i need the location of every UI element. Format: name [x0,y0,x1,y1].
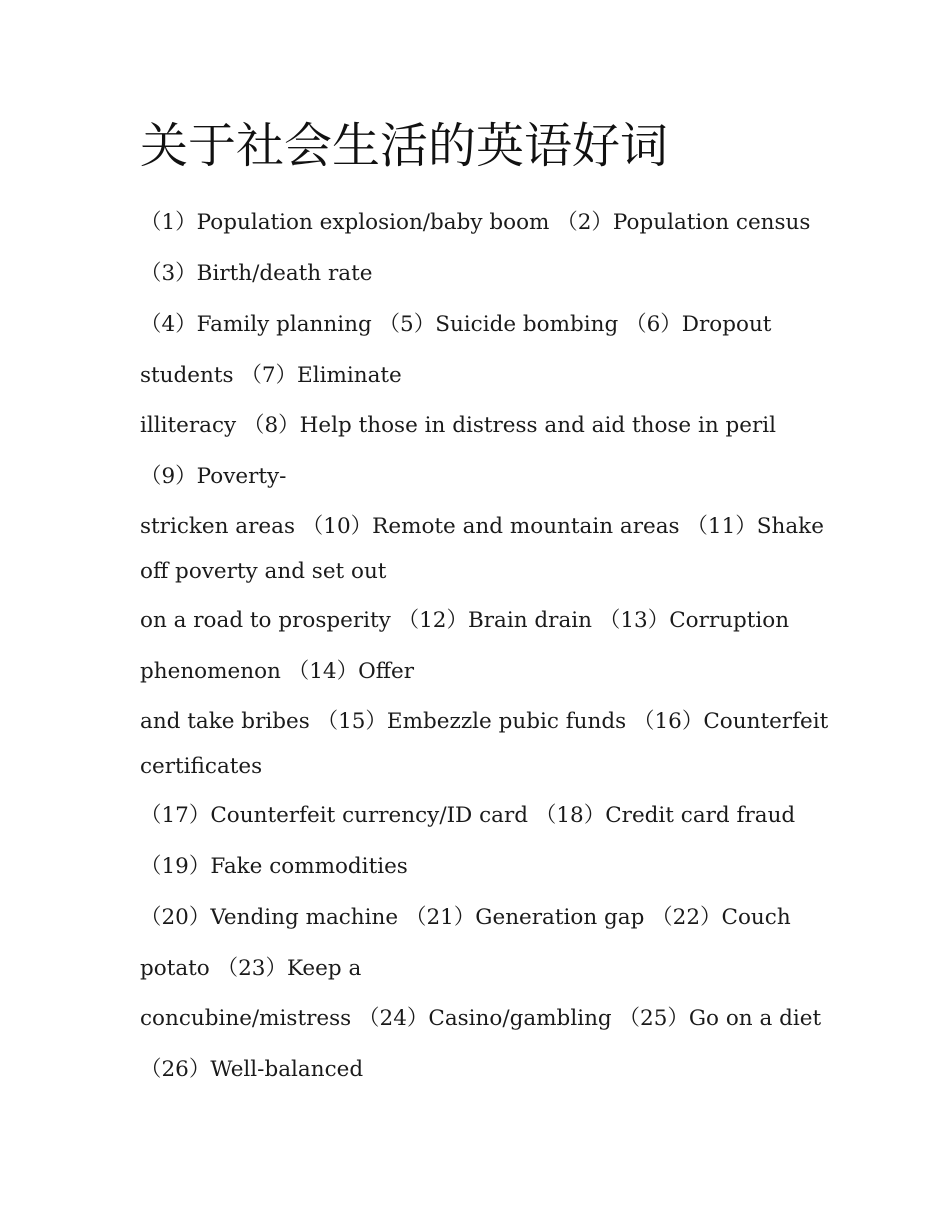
page-title: 关于社会生活的英语好词 [140,118,669,174]
text-line: illiteracy （8）Help those in distress and aid those in peril [140,413,777,438]
text-line: （3）Birth/death rate [140,261,373,286]
text-line: （1）Population explosion/baby boom （2）Population census [140,210,811,235]
text-line: students （7）Eliminate [140,363,402,388]
text-line: on a road to prosperity （12）Brain drain （13）Corruption [140,608,790,633]
text-line: （19）Fake commodities [140,854,408,879]
text-line: （26）Well-balanced [140,1057,364,1082]
text-line: phenomenon （14）Offer [140,659,414,684]
text-line: off poverty and set out [140,559,387,584]
text-line: and take bribes （15）Embezzle pubic funds （16）Counterfeit [140,709,829,734]
text-line: （17）Counterfeit currency/ID card （18）Credit card fraud [140,803,796,828]
text-line: concubine/mistress （24）Casino/gambling （25）Go on a diet [140,1006,822,1031]
text-line: potato （23）Keep a [140,956,362,981]
text-line: certificates [140,754,263,779]
text-line: stricken areas （10）Remote and mountain areas （11）Shake [140,514,824,539]
text-line: （4）Family planning （5）Suicide bombing （6）Dropout [140,312,772,337]
text-line: （9）Poverty- [140,464,287,489]
text-line: （20）Vending machine （21）Generation gap （22）Couch [140,905,791,930]
